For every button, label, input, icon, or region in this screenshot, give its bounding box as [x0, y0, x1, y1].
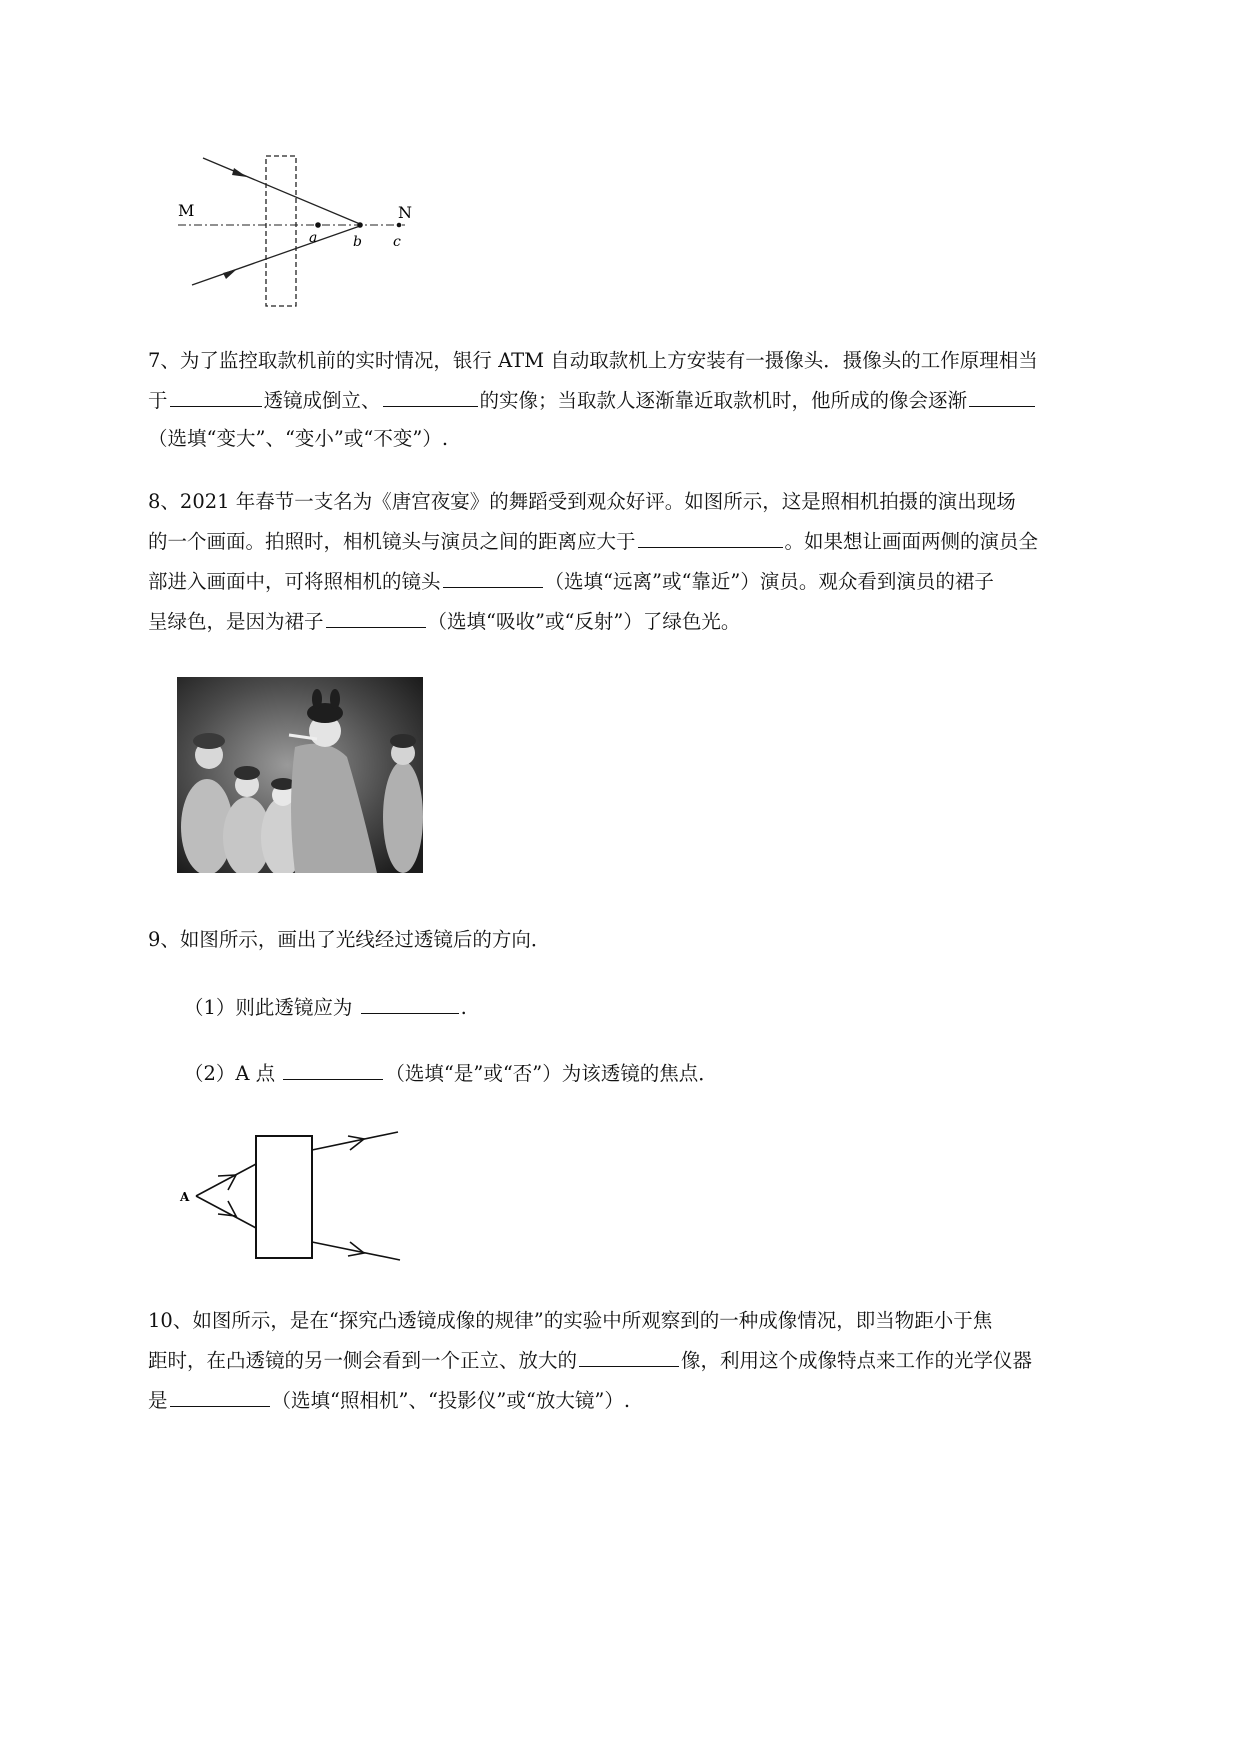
dance-performance-photo: [177, 677, 423, 873]
q7-blank-3[interactable]: [969, 380, 1035, 407]
label-a: a: [309, 230, 318, 246]
label-b: b: [353, 234, 362, 250]
q10-line-1: 10、如图所示，是在“探究凸透镜成像的规律”的实验中所观察到的一种成像情况，即当物距小于焦: [148, 1309, 993, 1332]
q8-line-2: 的一个画面。拍照时，相机镜头与演员之间的距离应大于 。如果想让画面两侧的演员全: [148, 521, 1158, 561]
q8-line-4: 呈绿色，是因为裙子 （选填“吸收”或“反射”）了绿色光。: [148, 601, 1158, 641]
q8-blank-3[interactable]: [326, 601, 426, 628]
q9-line-1: 9、如图所示，画出了光线经过透镜后的方向．: [148, 928, 551, 951]
lens-box: [256, 1136, 312, 1258]
q8-blank-2[interactable]: [443, 561, 543, 588]
upper-ray-arrow: [232, 168, 247, 177]
q8-line-1: 8、2021 年春节一支名为《唐宫夜宴》的舞蹈受到观众好评。如图所示，这是照相机拍摄的演出现场: [148, 490, 1016, 513]
lens-point-a-diagram: [178, 1126, 408, 1268]
q8-line-3: 部进入画面中，可将照相机的镜头 （选填“远离”或“靠近”）演员。观众看到演员的裙子: [148, 561, 1158, 601]
question-9-sub-1: （1）则此透镜应为 .: [184, 987, 1194, 1027]
label-point-a: A: [180, 1190, 190, 1204]
label-m: M: [178, 201, 195, 220]
upper-ray: [203, 158, 360, 224]
lower-ray: [192, 226, 360, 285]
q7-line-1: 7、为了监控取款机前的实时情况，银行 ATM 自动取款机上方安装有一摄像头．摄像头的工作原理相当: [148, 349, 1038, 372]
question-7: [148, 342, 1158, 458]
q7-line-3: （选填“变大”、“变小”或“不变”）.: [148, 427, 449, 450]
q10-blank-2[interactable]: [170, 1380, 270, 1407]
q9-blank-1[interactable]: [361, 987, 459, 1014]
question-10: [148, 1302, 1158, 1420]
q7-blank-1[interactable]: [170, 380, 262, 407]
lens-ray-diagram: [170, 148, 430, 313]
q9-blank-2[interactable]: [283, 1053, 383, 1080]
question-8: [148, 483, 1158, 641]
q8-blank-1[interactable]: [638, 521, 783, 548]
lower-ray-arrow: [223, 269, 237, 279]
q7-line-2: 于 透镜成倒立、 的实像；当取款人逐渐靠近取款机时，他所成的像会逐渐: [148, 380, 1158, 420]
point-b-dot: [357, 222, 363, 228]
question-9-sub-2: （2）A 点 （选填“是”或“否”）为该透镜的焦点．: [184, 1053, 1194, 1093]
q10-line-2: 距时，在凸透镜的另一侧会看到一个正立、放大的 像，利用这个成像特点来工作的光学仪器: [148, 1340, 1158, 1380]
point-a-dot: [315, 222, 321, 228]
label-c: c: [393, 234, 401, 250]
q10-blank-1[interactable]: [579, 1340, 679, 1367]
q10-line-3: 是 （选填“照相机”、“投影仪”或“放大镜”）.: [148, 1380, 1158, 1420]
q7-blank-2[interactable]: [383, 380, 478, 407]
question-9: [148, 921, 1158, 959]
point-c-dot: [397, 223, 402, 228]
label-n: N: [398, 203, 412, 222]
dashed-lens-box: [266, 156, 296, 306]
